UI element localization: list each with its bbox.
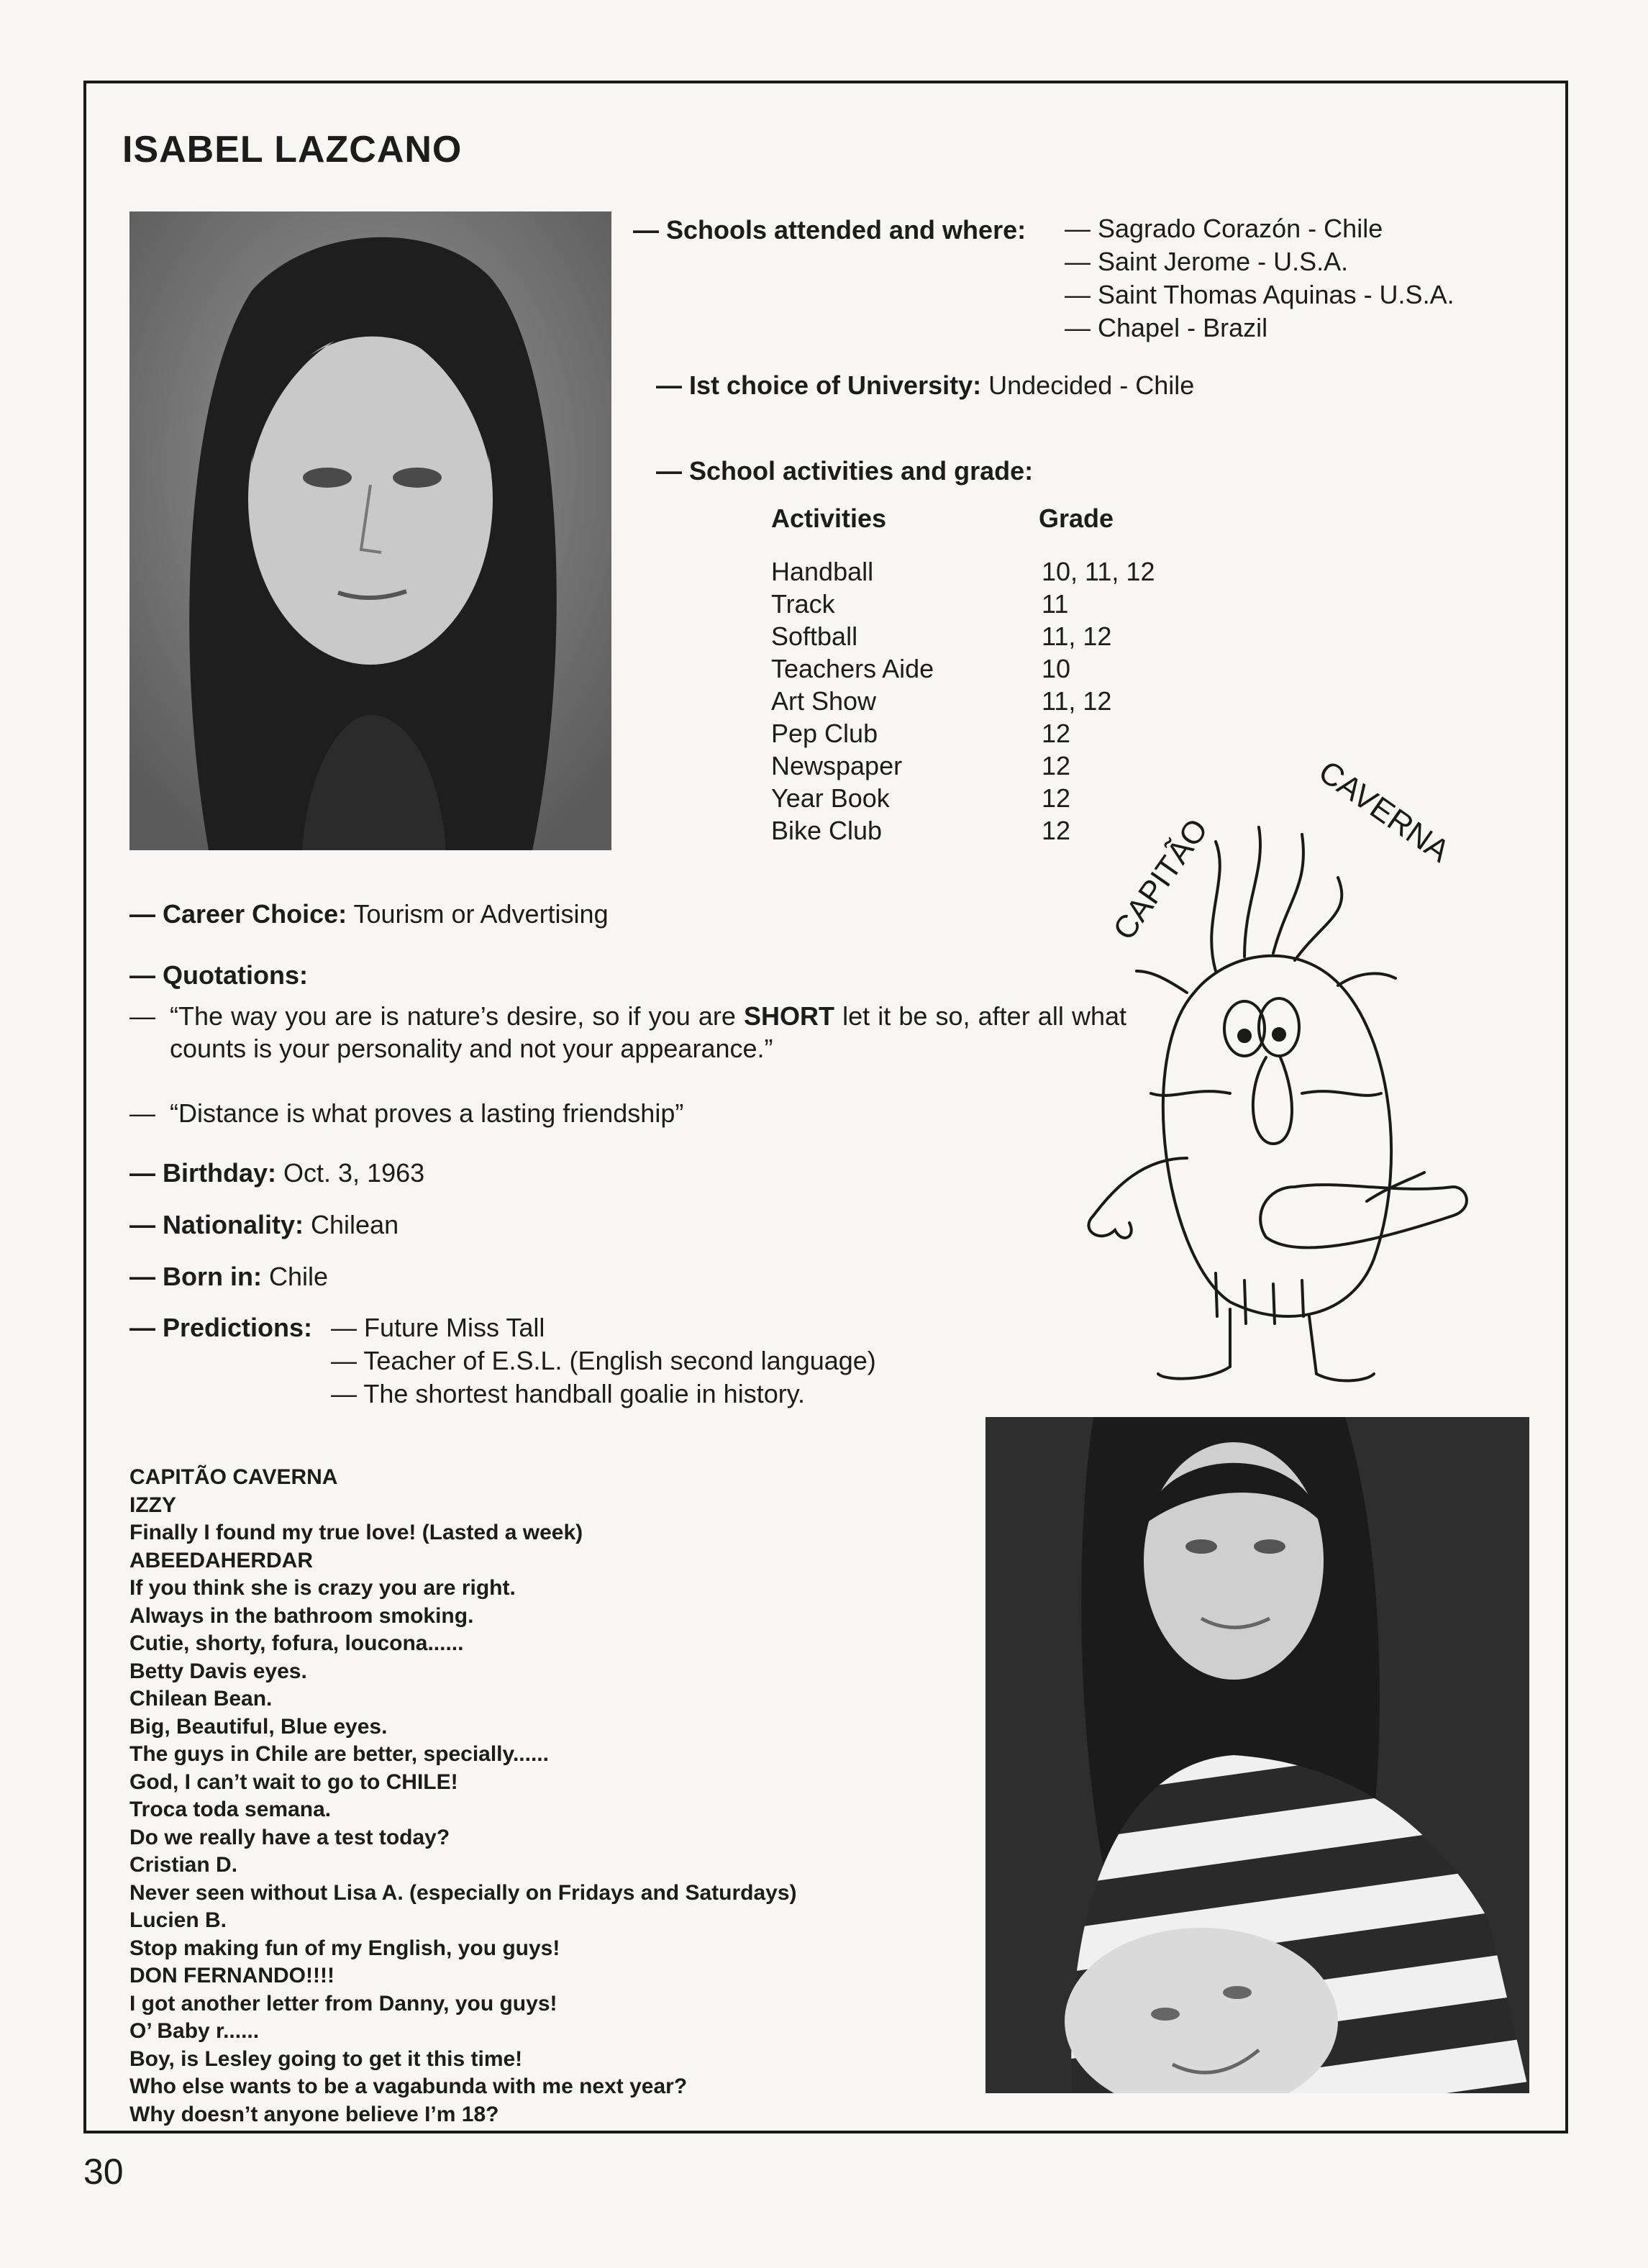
note-line: Do we really have a test today? — [129, 1825, 450, 1849]
note-line: Always in the bathroom smoking. — [129, 1603, 474, 1628]
university-label: — Ist choice of University: — [656, 370, 982, 400]
list-item: — The shortest handball goalie in history. — [331, 1379, 806, 1408]
quote-text: “The way you are is nature’s desire, so if you are — [170, 1001, 744, 1031]
born-in-value: Chile — [269, 1262, 329, 1291]
note-line: DON FERNANDO!!!! — [129, 1964, 334, 1987]
list-item: — Future Miss Tall — [331, 1313, 545, 1342]
list-item: — Chapel - Brazil — [1065, 313, 1268, 342]
note-line: Why doesn’t anyone believe I’m 18? — [129, 2102, 499, 2126]
note-line: Never seen without Lisa A. (especially on Fridays and Saturdays) — [129, 1880, 797, 1905]
quote-dash: — — [129, 1098, 155, 1128]
career-value: Tourism or Advertising — [353, 899, 609, 929]
quote-1 — [129, 1000, 1137, 1101]
activity-grade: 11, 12 — [1042, 621, 1112, 651]
column-header-activities: Activities — [771, 504, 887, 533]
note-line: The guys in Chile are better, specially...... — [129, 1742, 549, 1766]
born-in-label: — Born in: — [129, 1262, 262, 1291]
activity-name: Softball — [771, 621, 858, 651]
nationality-value: Chilean — [311, 1210, 399, 1239]
activity-grade: 12 — [1042, 719, 1071, 748]
note-line: Finally I found my true love! (Lasted a week) — [129, 1521, 583, 1544]
portrait-photo — [129, 211, 611, 850]
column-header-grade: Grade — [1039, 504, 1114, 533]
birthday-label: — Birthday: — [129, 1158, 277, 1188]
note-line: Big, Beautiful, Blue eyes. — [129, 1714, 388, 1739]
quote-emphasis: SHORT — [743, 1001, 834, 1031]
nationality-label: — Nationality: — [129, 1210, 304, 1239]
note-line: God, I can’t wait to go to CHILE! — [129, 1770, 458, 1794]
list-item: — Saint Jerome - U.S.A. — [1065, 247, 1349, 276]
cartoon-capitao-caverna — [1050, 755, 1554, 1403]
note-line: Cristian D. — [129, 1853, 238, 1877]
quotations-label: — Quotations: — [129, 960, 308, 990]
cartoon-word-2: CAVERNA — [1312, 755, 1456, 870]
note-line: Who else wants to be a vagabunda with me next year? — [129, 2075, 688, 2098]
career-label: — Career Choice: — [129, 899, 347, 929]
predictions-list — [331, 1311, 876, 1411]
activity-name: Newspaper — [771, 751, 903, 780]
activity-grade: 12 — [1042, 816, 1071, 845]
activity-name: Track — [771, 589, 835, 619]
university-value: Undecided - Chile — [988, 370, 1195, 400]
quote-2 — [129, 1097, 1137, 1133]
note-line: Boy, is Lesley going to get it this time! — [129, 2046, 523, 2071]
activity-name: Teachers Aide — [771, 654, 934, 683]
note-line: O’ Baby r...... — [129, 2019, 260, 2043]
note-line: Betty Davis eyes. — [129, 1659, 307, 1683]
quote-dash: — — [129, 1001, 155, 1031]
activity-grade: 10 — [1042, 654, 1071, 683]
activity-name: Handball — [771, 557, 874, 586]
note-line: I got another letter from Danny, you guys! — [129, 1991, 557, 2016]
activity-name: Year Book — [771, 783, 890, 813]
activity-grade: 12 — [1042, 751, 1071, 780]
birthday-value: Oct. 3, 1963 — [283, 1158, 425, 1188]
activity-grade: 11 — [1042, 589, 1069, 619]
activity-grade: 10, 11, 12 — [1042, 557, 1155, 586]
activity-grade: 11, 12 — [1042, 686, 1112, 716]
activity-grade: 12 — [1042, 783, 1071, 813]
list-item: — Saint Thomas Aquinas - U.S.A. — [1065, 280, 1454, 309]
note-line: If you think she is crazy you are right. — [129, 1576, 516, 1600]
list-item: — Teacher of E.S.L. (English second language) — [331, 1346, 876, 1375]
notes-list — [129, 1464, 797, 2128]
activity-name: Art Show — [771, 686, 877, 716]
page-number: 30 — [83, 2151, 124, 2192]
candid-photo — [985, 1417, 1529, 2093]
note-line: Cutie, shorty, fofura, loucona...... — [129, 1631, 464, 1655]
schools-label: — Schools attended and where: — [633, 215, 1026, 245]
note-line: Lucien B. — [129, 1908, 227, 1932]
predictions-label: — Predictions: — [129, 1313, 313, 1342]
note-line: CAPITÃO CAVERNA — [129, 1465, 338, 1489]
note-line: IZZY — [129, 1493, 176, 1517]
note-line: Stop making fun of my English, you guys! — [129, 1936, 560, 1960]
student-name: ISABEL LAZCANO — [122, 129, 463, 170]
note-line: Chilean Bean. — [129, 1687, 273, 1711]
quote-text: “Distance is what proves a lasting friendship” — [170, 1098, 684, 1128]
list-item: — Sagrado Corazón - Chile — [1065, 214, 1383, 243]
activity-name: Pep Club — [771, 719, 878, 748]
activities-label: — School activities and grade: — [656, 456, 1034, 486]
quote-text: let it be so, after all what counts is your personality and not your appearance.” — [170, 1001, 1126, 1063]
activity-name: Bike Club — [771, 816, 883, 845]
cartoon-word-1: CAPITÃO — [1106, 812, 1215, 947]
schools-list — [1065, 212, 1454, 345]
note-line: Troca toda semana. — [129, 1798, 332, 1821]
note-line: ABEEDAHERDAR — [129, 1548, 314, 1572]
